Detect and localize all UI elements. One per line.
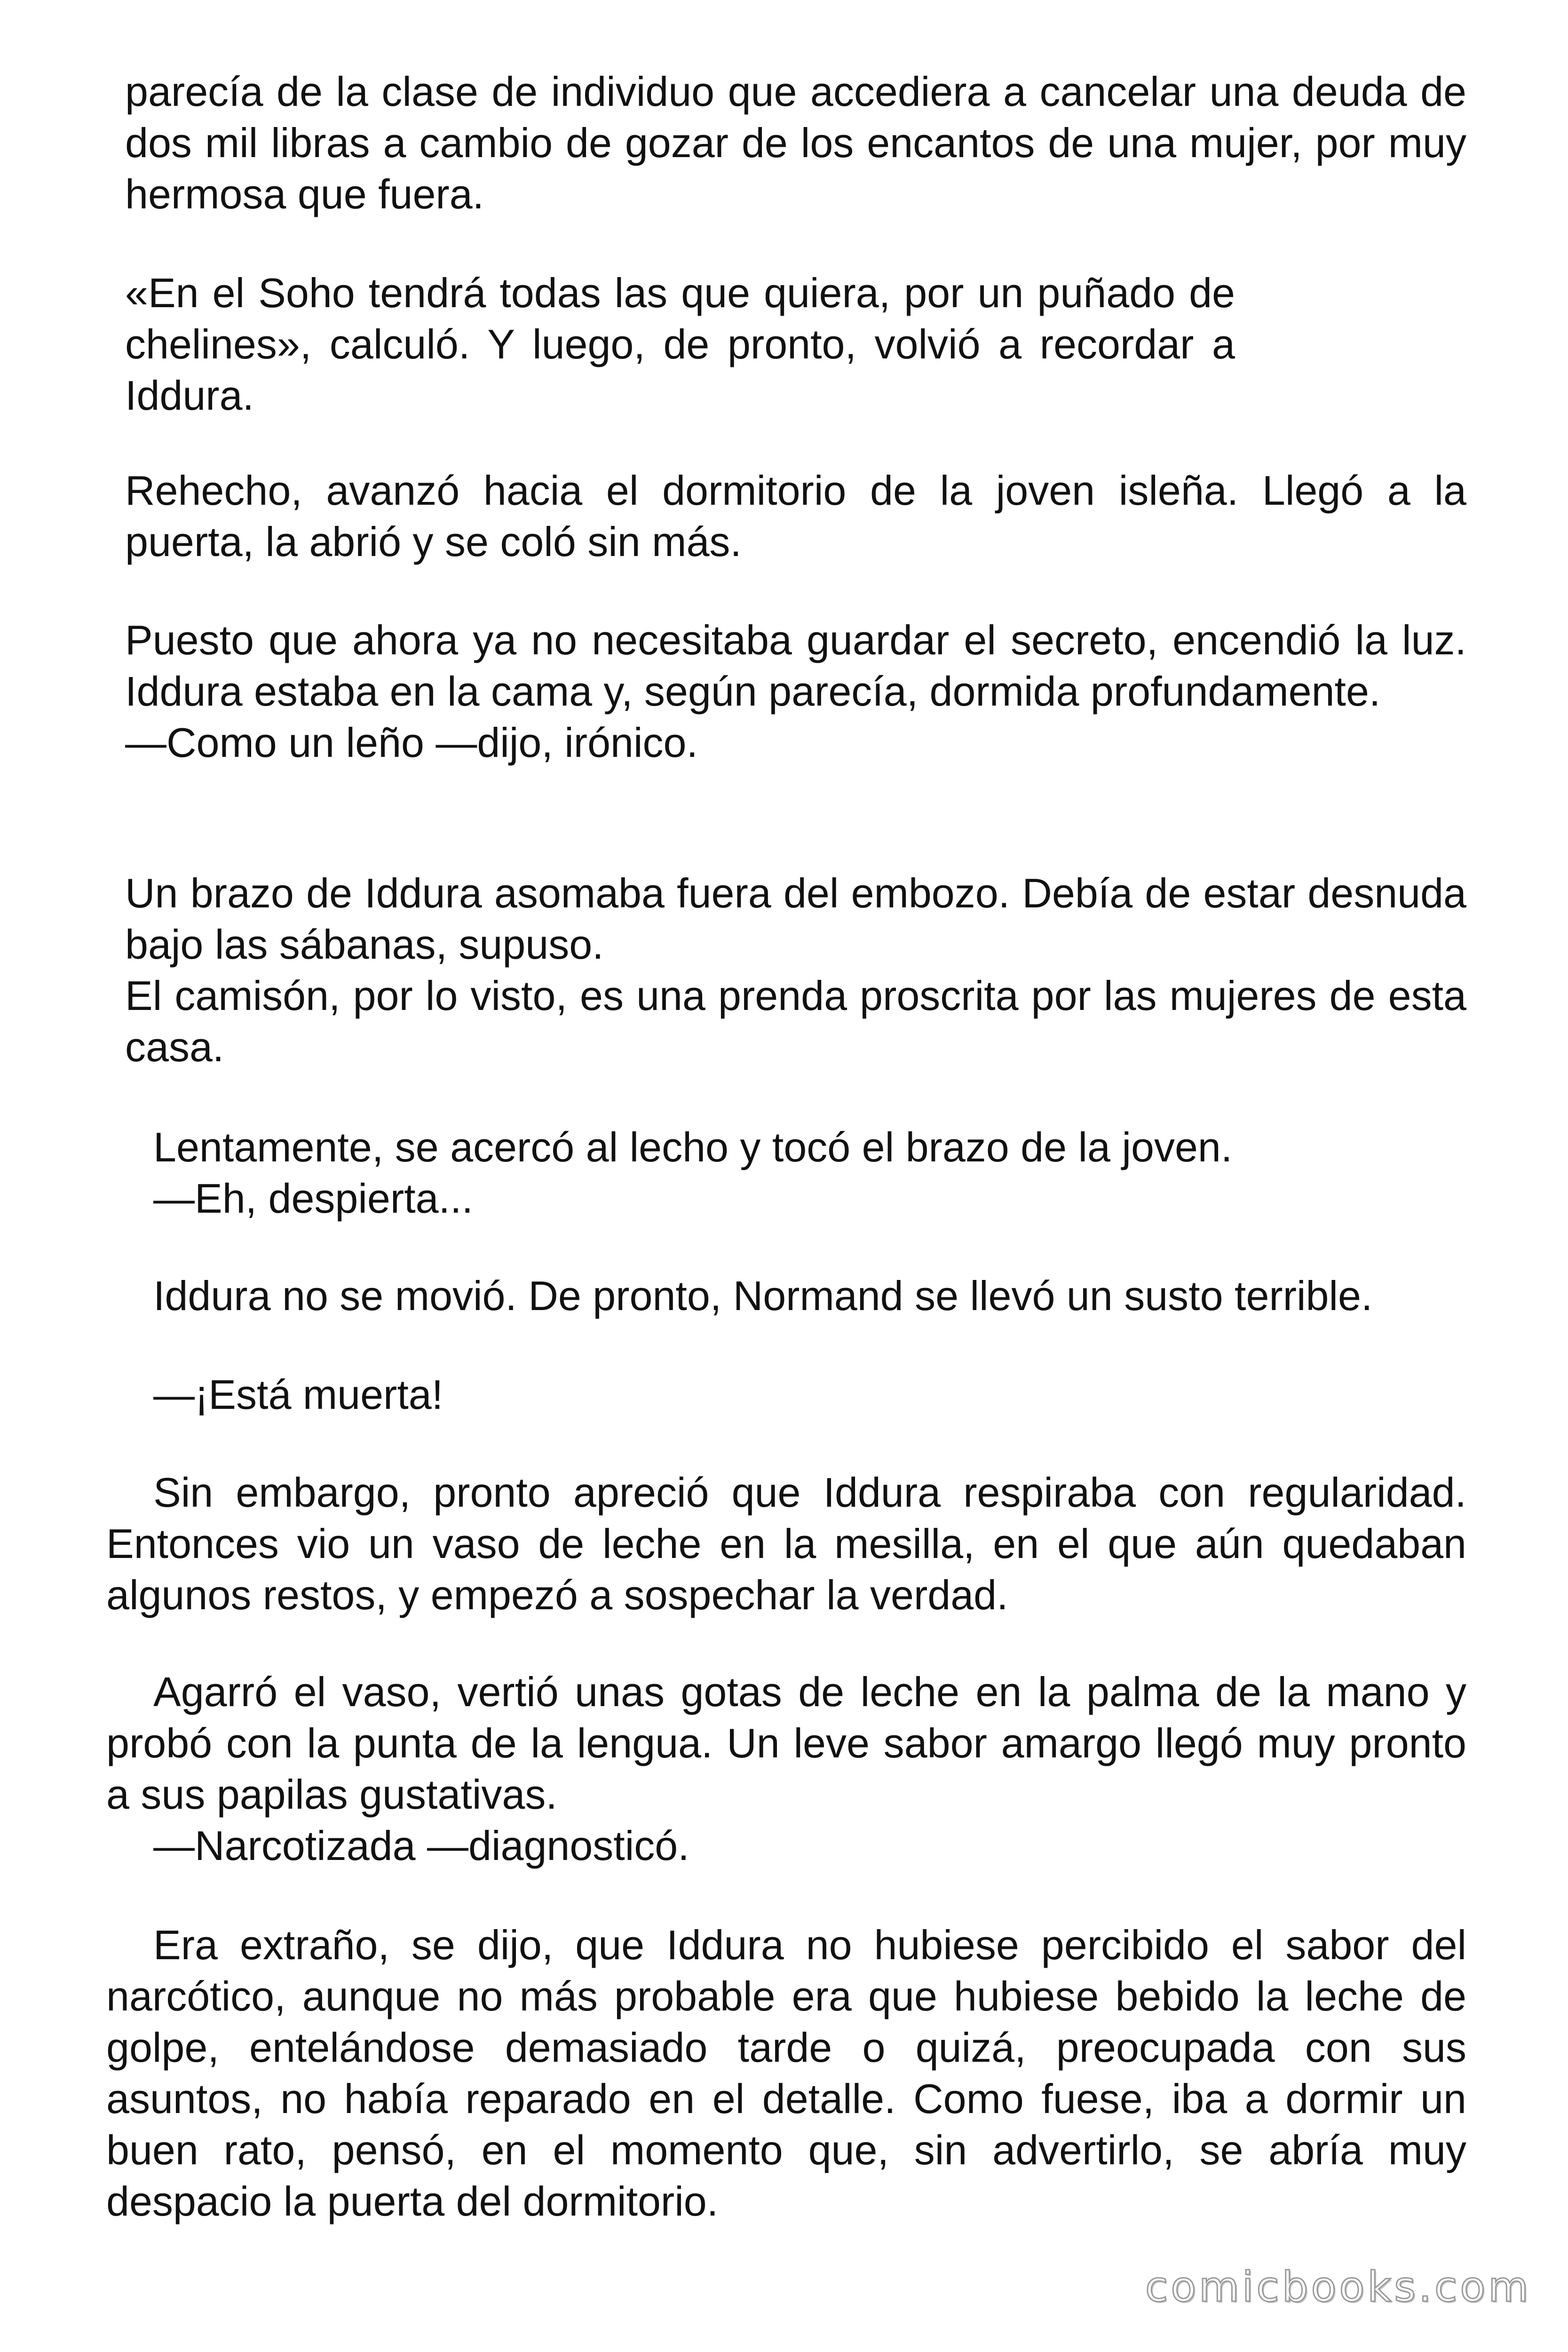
paragraph-text: Un brazo de Iddura asomaba fuera del embozo. Debía de estar desnuda bajo las sábanas, supuso. [125,870,1466,968]
paragraph-2 [125,267,1235,421]
paragraph-text: «En el Soho tendrá todas las que quiera, por un puñado de chelines», calculó. Y luego, de pronto, volvió a recordar a Iddura. [125,270,1235,419]
paragraph-1 [125,66,1466,220]
paragraph-text: El camisón, por lo visto, es una prenda proscrita por las mujeres de esta casa. [125,972,1466,1070]
paragraph-text: Rehecho, avanzó hacia el dormitorio de la joven isleña. Llegó a la puerta, la abrió y se coló sin más. [125,467,1466,565]
paragraph-8 [106,1369,1466,1420]
paragraph-4 [125,614,1466,768]
paragraph-text: Lentamente, se acercó al lecho y tocó el brazo de la joven. [153,1124,1233,1170]
dialogue-line: —Eh, despierta... [153,1175,473,1222]
watermark-logo: comicbooks.com [1145,2263,1531,2311]
dialogue-line: —Como un leño —dijo, irónico. [125,719,698,766]
dialogue-line: —¡Está muerta! [153,1371,443,1418]
paragraph-10 [106,1666,1466,1871]
paragraph-text: Iddura no se movió. De pronto, Normand se llevó un susto terrible. [153,1272,1373,1319]
paragraph-11 [106,1919,1466,2227]
paragraph-text: Era extraño, se dijo, que Iddura no hubiese percibido el sabor del narcótico, aunque no más probable era que hubiese bebido la leche de golpe, entelándose demasiado tarde o quizá, preocupada con sus asuntos, no había reparado en el detalle. Como fuese, iba a dormir un buen rato, pensó, en el momento que, sin advertirlo, se abría muy despacio la puerta del dormitorio. [106,1922,1466,2225]
paragraph-7 [106,1270,1466,1321]
paragraph-5 [125,867,1466,1073]
paragraph-6 [106,1121,1466,1224]
paragraph-text: Sin embargo, pronto apreció que Iddura respiraba con regularidad. Entonces vio un vaso de leche en la mesilla, en el que aún quedaban algunos restos, y empezó a sospechar la verdad. [106,1469,1466,1618]
paragraph-text: parecía de la clase de individuo que accediera a cancelar una deuda de dos mil libras a cambio de gozar de los encantos de una mujer, por muy hermosa que fuera. [125,68,1466,217]
paragraph-9 [106,1467,1466,1621]
paragraph-3 [125,465,1466,567]
dialogue-line: —Narcotizada —diagnosticó. [153,1822,689,1869]
paragraph-text: Puesto que ahora ya no necesitaba guardar el secreto, encendió la luz. Iddura estaba en la cama y, según parecía, dormida profundamente. [125,617,1466,715]
paragraph-text: Agarró el vaso, vertió unas gotas de leche en la palma de la mano y probó con la punta de la lengua. Un leve sabor amargo llegó muy pronto a sus papilas gustativas. [106,1669,1466,1818]
